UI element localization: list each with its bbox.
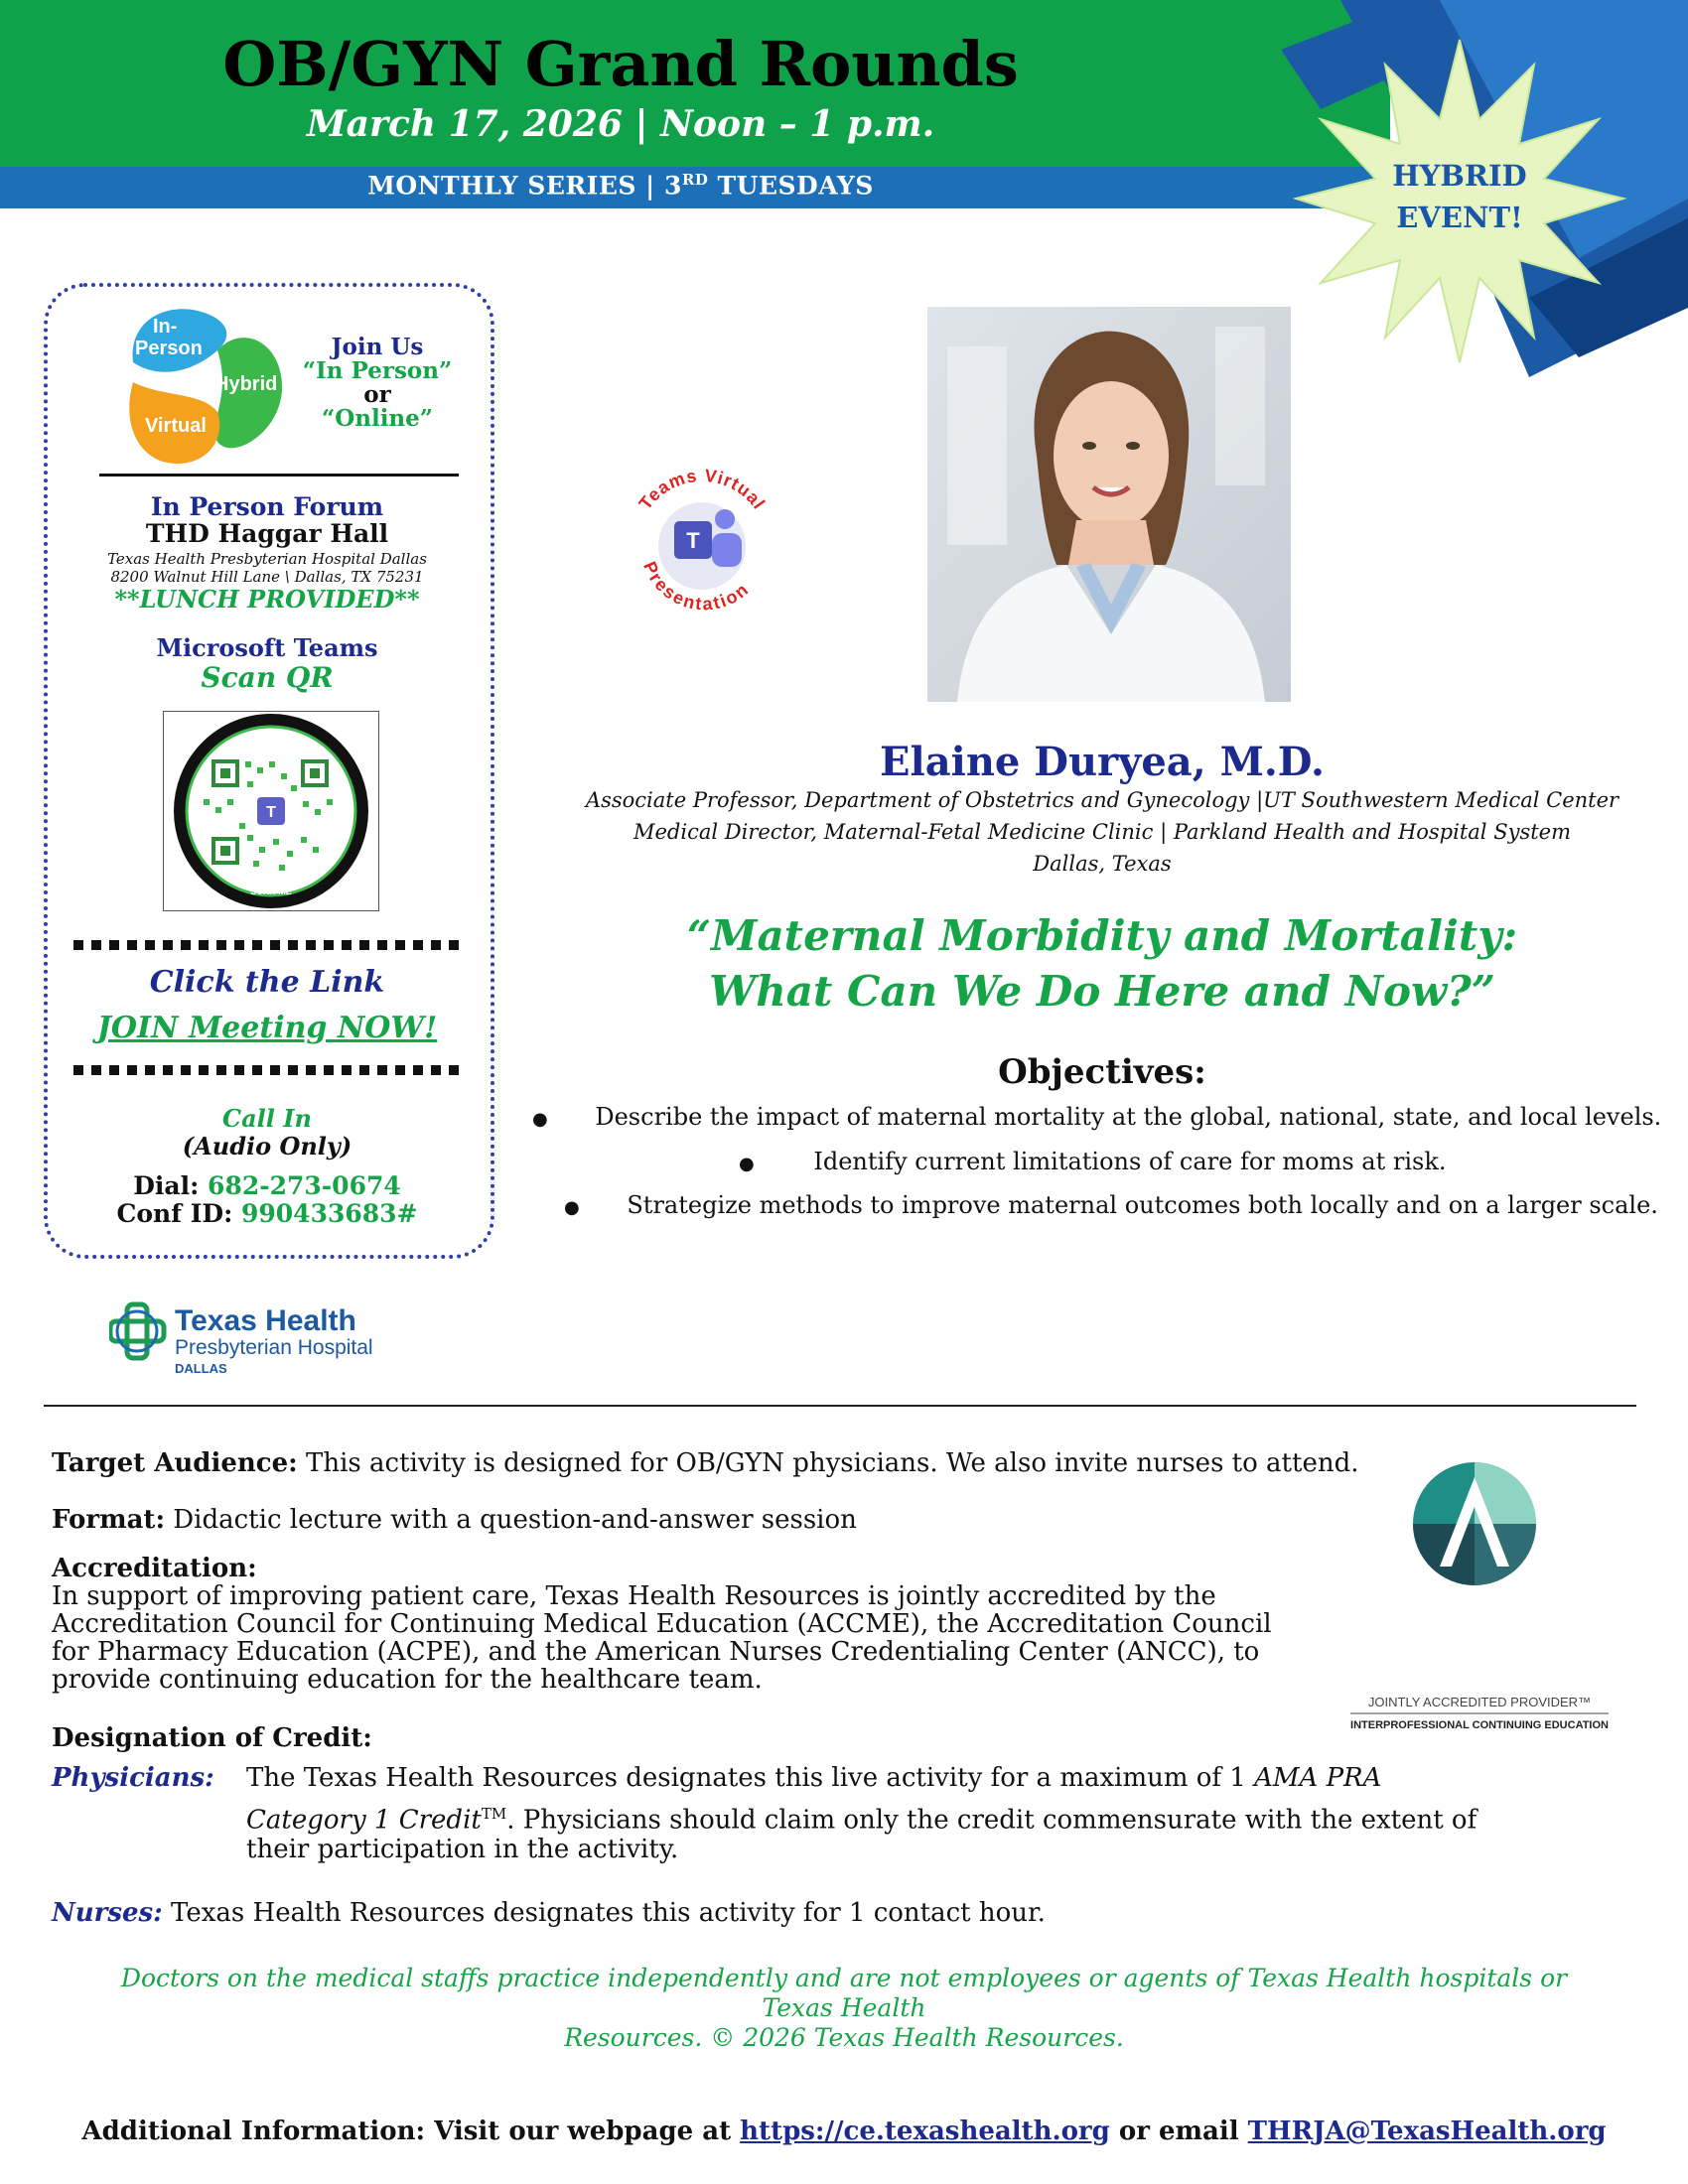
talk-title-line-1: “Maternal Morbidity and Mortality:: [686, 911, 1518, 960]
badge-line-2: EVENT!: [1396, 201, 1523, 234]
objective-text-2: Identify current limitations of care for moms at risk.: [813, 1148, 1447, 1175]
designation-heading: Designation of Credit:: [52, 1723, 372, 1753]
th-logo-line-3: DALLAS: [175, 1361, 227, 1376]
audience-text: This activity is designed for OB/GYN physicians. We also invite nurses to attend.: [297, 1448, 1359, 1478]
logo-text-virtual: Virtual: [145, 415, 207, 437]
format-label: Format:: [52, 1505, 166, 1535]
nurses-text: Texas Health Resources designates this activity for 1 contact hour.: [162, 1898, 1046, 1928]
objectives-heading: Objectives:: [998, 1052, 1206, 1092]
format: [52, 1506, 857, 1534]
objective-item: [739, 1148, 1447, 1175]
event-date: March 17, 2026 | Noon – 1 p.m.: [306, 103, 935, 145]
phys-tm: TM: [481, 1805, 507, 1823]
svg-text:T: T: [266, 804, 276, 821]
logo-text-hybrid: Hybrid: [214, 373, 278, 395]
nurses-label: Nurses:: [52, 1898, 163, 1928]
qr-code-graphic: [164, 712, 378, 910]
qr-code[interactable]: [163, 711, 379, 911]
format-text: Didactic lecture with a question-and-answer session: [165, 1505, 857, 1535]
join-meeting-link[interactable]: JOIN Meeting NOW!: [96, 1011, 438, 1045]
conf-label: Conf ID:: [116, 1199, 241, 1228]
physicians-line-3: their participation in the activity.: [246, 1835, 679, 1864]
forum-heading: In Person Forum: [150, 492, 384, 521]
accreditation-line-2: Accreditation Council for Continuing Medical Education (ACCME), the Accreditation Council: [52, 1609, 1272, 1639]
dial-line: [44, 1171, 491, 1200]
website-link[interactable]: https://ce.texashealth.org: [740, 2116, 1110, 2146]
phys-line-1-ama: AMA PRA: [1254, 1763, 1382, 1793]
venue-address: 8200 Walnut Hill Lane \ Dallas, TX 75231: [110, 568, 424, 586]
teams-badge-bottom-text: Presentation: [639, 558, 754, 614]
page-title: OB/GYN Grand Rounds: [222, 28, 1019, 100]
join-us-heading: Join Us: [331, 334, 424, 360]
join-in-person: “In Person”: [302, 357, 453, 384]
target-audience: [52, 1449, 1358, 1477]
speaker-location: Dallas, Texas: [1033, 852, 1172, 876]
footer-middle: or email: [1109, 2116, 1248, 2146]
teams-heading: Microsoft Teams: [156, 633, 378, 662]
logo-text-in: In-: [153, 316, 178, 338]
disclaimer-line-2: Resources. © 2026 Texas Health Resources.: [564, 2023, 1124, 2052]
bullet-icon: ●: [564, 1197, 580, 1218]
objective-item: [564, 1191, 1658, 1219]
accreditation-line-4: provide continuing education for the healthcare team.: [52, 1665, 763, 1695]
speaker-name: Elaine Duryea, M.D.: [880, 739, 1325, 785]
qr-caption: SCAN ME: [250, 887, 292, 896]
click-link-label: Click the Link: [149, 965, 385, 1000]
lunch-provided: **LUNCH PROVIDED**: [114, 585, 420, 614]
speaker-affiliation-2: Medical Director, Maternal-Fetal Medicine Clinic | Parkland Health and Hospital System: [633, 820, 1571, 844]
audience-label: Target Audience:: [52, 1448, 298, 1478]
logo-text-person: Person: [135, 338, 203, 359]
teams-virtual-badge: [618, 452, 786, 625]
physicians-label: Physicians:: [52, 1763, 214, 1793]
join-or: or: [363, 381, 391, 408]
dashed-divider-bottom: [73, 1065, 459, 1075]
physicians-line-2: [246, 1800, 1477, 1835]
join-online: “Online”: [321, 405, 434, 432]
jointly-accredited-logo: [1331, 1400, 1628, 1737]
footer-prefix: Additional Information: Visit our webpage at: [81, 2116, 741, 2146]
join-us-block: [288, 336, 467, 431]
texas-health-cross-icon: [110, 1304, 164, 1358]
texas-health-logo: [109, 1298, 407, 1378]
phys-line-2-credit: Category 1 Credit: [246, 1805, 482, 1836]
hybrid-event-badge: [1360, 155, 1559, 238]
series-label: [0, 171, 1241, 200]
series-suffix: TUESDAYS: [708, 171, 874, 201]
dial-label: Dial:: [133, 1171, 209, 1200]
objective-text-3: Strategize methods to improve maternal outcomes both locally and on a larger scale.: [627, 1191, 1658, 1219]
conf-id: 990433683#: [241, 1199, 418, 1228]
speaker-affiliation-1: Associate Professor, Department of Obstetrics and Gynecology |UT Southwestern Medical Center: [585, 788, 1619, 812]
conf-line: [44, 1199, 491, 1228]
series-prefix: MONTHLY SERIES | 3: [367, 171, 682, 201]
series-ordinal: RD: [681, 171, 709, 189]
hybrid-format-logo: [123, 303, 288, 472]
accreditation-line-3: for Pharmacy Education (ACPE), and the American Nurses Credentialing Center (ANCC), to: [52, 1637, 1260, 1667]
talk-title-line-2: What Can We Do Here and Now?”: [709, 967, 1495, 1016]
call-in-label: Call In: [222, 1104, 312, 1133]
email-link[interactable]: THRJA@TexasHealth.org: [1247, 2116, 1607, 2146]
physicians-line-1: [246, 1764, 1381, 1792]
audio-only-label: (Audio Only): [182, 1132, 352, 1160]
phys-line-2-text: . Physicians should claim only the credit commensurate with the extent of: [506, 1805, 1477, 1836]
nurses-credit: [52, 1899, 1046, 1927]
footer-info: [0, 2116, 1688, 2146]
dashed-divider-top: [73, 940, 459, 950]
bullet-icon: ●: [532, 1109, 548, 1130]
phys-line-1-text: The Texas Health Resources designates this live activity for a maximum of 1: [246, 1763, 1255, 1793]
jap-line-1: JOINTLY ACCREDITED PROVIDER™: [1367, 1695, 1592, 1709]
hospital-name: Texas Health Presbyterian Hospital Dallas: [107, 550, 427, 568]
objective-item: [532, 1103, 1661, 1131]
teams-badge-top-text: Teams Virtual: [634, 465, 770, 514]
scan-qr-label: Scan QR: [201, 661, 334, 694]
sidebar-divider: [99, 474, 459, 477]
venue-name: THD Haggar Hall: [145, 519, 389, 548]
badge-line-1: HYBRID: [1392, 159, 1527, 193]
svg-text:T: T: [686, 528, 700, 553]
accreditation-heading: Accreditation:: [52, 1554, 257, 1583]
disclaimer-line-1: Doctors on the medical staffs practice independently and are not employees or agents of Texas Health hospitals or Texas Health: [120, 1964, 1568, 2022]
objective-text-1: Describe the impact of maternal mortality at the global, national, state, and local levels.: [595, 1103, 1662, 1131]
th-logo-line-1: Texas Health: [175, 1304, 356, 1337]
jap-line-2: INTERPROFESSIONAL CONTINUING EDUCATION: [1350, 1719, 1609, 1731]
th-logo-line-2: Presbyterian Hospital: [175, 1336, 373, 1359]
disclaimer: [99, 1964, 1589, 2053]
dial-number[interactable]: 682-273-0674: [208, 1171, 401, 1200]
bullet-icon: ●: [739, 1154, 755, 1174]
speaker-photo: [927, 307, 1291, 702]
accreditation-line-1: In support of improving patient care, Texas Health Resources is jointly accredited by the: [52, 1581, 1216, 1611]
